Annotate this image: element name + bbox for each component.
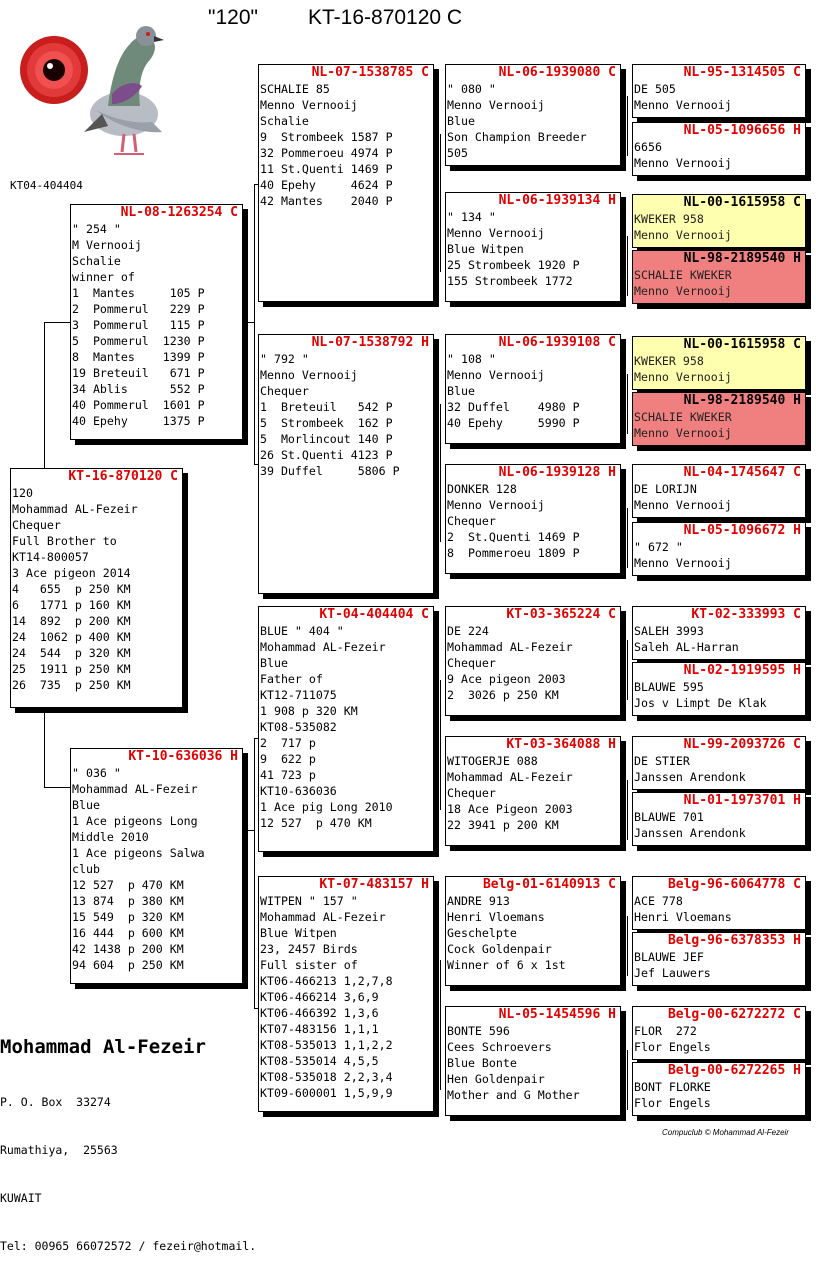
pedigree-lines bbox=[446, 81, 620, 161]
pedigree-line: KT08-535013 1,1,2,2 bbox=[260, 1038, 393, 1052]
pedigree-line: Mohammad AL-Fezeir bbox=[260, 910, 386, 924]
pedigree-line: 505 bbox=[447, 146, 468, 160]
pedigree-lines bbox=[446, 351, 620, 431]
ring-number: NL-01-1973701 H bbox=[683, 793, 801, 808]
pedigree-line: 1 908 p 320 KM bbox=[260, 704, 358, 718]
pedigree-line: Son Champion Breeder bbox=[447, 130, 587, 144]
pedigree-lines bbox=[633, 1079, 805, 1111]
pedigree-line: Chequer bbox=[447, 514, 496, 528]
ring-number: Belg-00-6272265 H bbox=[667, 1063, 801, 1078]
ring-number: NL-05-1096656 H bbox=[683, 123, 801, 138]
pedigree-line: " 080 " bbox=[447, 82, 496, 96]
pedigree-line: Menno Vernooij bbox=[634, 284, 732, 298]
ring-number: NL-99-2093726 C bbox=[683, 737, 801, 752]
pedigree-line: M Vernooij bbox=[72, 238, 142, 252]
ring-number: NL-05-1454596 H bbox=[498, 1007, 616, 1022]
pedigree-lines bbox=[71, 221, 242, 429]
pedigree-line: 9 Ace pigeon 2003 bbox=[447, 672, 566, 686]
pedigree-line: Menno Vernooij bbox=[634, 498, 732, 512]
pedigree-line: Full sister of bbox=[260, 958, 358, 972]
pedigree-line: 6 1771 p 160 KM bbox=[12, 598, 131, 612]
address-line: KUWAIT bbox=[0, 1191, 42, 1205]
pedigree-line: 34 Ablis 552 P bbox=[72, 382, 205, 396]
pedigree-line: Menno Vernooij bbox=[447, 368, 545, 382]
connector-line bbox=[243, 322, 255, 323]
ancestor-card bbox=[632, 122, 806, 176]
subject-pigeon-card bbox=[10, 468, 183, 708]
ancestor-card bbox=[632, 1062, 806, 1116]
pedigree-line: 39 Duffel 5806 P bbox=[260, 464, 400, 478]
pedigree-line: " 254 " bbox=[72, 222, 121, 236]
ring-number: NL-06-1939108 C bbox=[498, 335, 616, 350]
ancestor-card bbox=[632, 464, 806, 518]
pedigree-line: 13 874 p 380 KM bbox=[72, 894, 184, 908]
connector-line bbox=[627, 916, 628, 976]
ancestor-card bbox=[632, 606, 806, 660]
ring-number: NL-07-1538792 H bbox=[311, 335, 429, 350]
connector-line bbox=[44, 322, 71, 323]
pedigree-line: Blue bbox=[260, 656, 288, 670]
ancestor-card bbox=[632, 736, 806, 790]
pedigree-line: 11 St.Quenti 1469 P bbox=[260, 162, 393, 176]
pedigree-line: 8 Mantes 1399 P bbox=[72, 350, 205, 364]
pedigree-lines bbox=[633, 211, 805, 243]
pedigree-line: DE 224 bbox=[447, 624, 489, 638]
great-grandparent-card bbox=[445, 464, 621, 574]
ring-number: NL-98-2189540 H bbox=[683, 251, 801, 266]
sire-card bbox=[70, 204, 243, 440]
pedigree-line: 5 Strombeek 162 P bbox=[260, 416, 393, 430]
pedigree-line: 3 Ace pigeon 2014 bbox=[12, 566, 131, 580]
pedigree-line: Menno Vernooij bbox=[634, 426, 732, 440]
dam-sire-card bbox=[258, 606, 434, 852]
pedigree-line: 25 Strombeek 1920 P bbox=[447, 258, 580, 272]
pedigree-line: Chequer bbox=[447, 656, 496, 670]
pedigree-line: ACE 778 bbox=[634, 894, 683, 908]
pedigree-lines bbox=[446, 481, 620, 561]
pedigree-line: Full Brother to bbox=[12, 534, 117, 548]
pedigree-line: 42 1438 p 200 KM bbox=[72, 942, 184, 956]
pedigree-line: Menno Vernooij bbox=[447, 498, 545, 512]
great-grandparent-card bbox=[445, 736, 621, 846]
pedigree-line: WITPEN " 157 " bbox=[260, 894, 358, 908]
connector-line bbox=[627, 1050, 628, 1110]
pedigree-line: Blue bbox=[447, 114, 475, 128]
pedigree-line: Blue Witpen bbox=[260, 926, 337, 940]
pedigree-line: 2 St.Quenti 1469 P bbox=[447, 530, 580, 544]
pedigree-line: DE STIER bbox=[634, 754, 690, 768]
pedigree-line: 40 Pommerul 1601 P bbox=[72, 398, 205, 412]
pedigree-line: Janssen Arendonk bbox=[634, 826, 746, 840]
pedigree-lines bbox=[446, 893, 620, 973]
ancestor-card-highlighted bbox=[632, 392, 806, 446]
pedigree-line: SCHALIE KWEKER bbox=[634, 410, 732, 424]
ring-number: NL-05-1096672 H bbox=[683, 523, 801, 538]
pedigree-line: 2 3026 p 250 KM bbox=[447, 688, 559, 702]
pedigree-line: Henri Vloemans bbox=[634, 910, 732, 924]
pigeon-icon bbox=[84, 26, 164, 154]
connector-line bbox=[254, 184, 255, 464]
pedigree-line: " 792 " bbox=[260, 352, 309, 366]
pedigree-lines bbox=[633, 949, 805, 981]
connector-line bbox=[440, 680, 441, 810]
pedigree-line: Cock Goldenpair bbox=[447, 942, 552, 956]
pedigree-lines bbox=[446, 1023, 620, 1103]
pedigree-title-ring: KT-16-870120 C bbox=[308, 6, 463, 29]
ring-number: KT-03-365224 C bbox=[506, 607, 616, 622]
connector-line bbox=[44, 748, 45, 788]
pedigree-line: " 134 " bbox=[447, 210, 496, 224]
pedigree-lines bbox=[259, 623, 433, 831]
pedigree-line: 41 723 p bbox=[260, 768, 316, 782]
pedigree-line: 19 Breteuil 671 P bbox=[72, 366, 205, 380]
pedigree-line: Winner of 6 x 1st bbox=[447, 958, 566, 972]
connector-line bbox=[627, 780, 628, 840]
ring-number: Belg-96-6378353 H bbox=[667, 933, 801, 948]
pedigree-line: Menno Vernooij bbox=[634, 370, 732, 384]
ancestor-card bbox=[632, 1006, 806, 1060]
connector-line bbox=[627, 508, 628, 568]
ancestor-card-highlighted bbox=[632, 194, 806, 248]
pedigree-line: Menno Vernooij bbox=[634, 228, 732, 242]
pedigree-line: 15 549 p 320 KM bbox=[72, 910, 184, 924]
pedigree-lines bbox=[259, 351, 433, 479]
pedigree-line: Mother and G Mother bbox=[447, 1088, 580, 1102]
pedigree-lines bbox=[633, 481, 805, 513]
pedigree-lines bbox=[259, 893, 433, 1101]
pedigree-lines bbox=[259, 81, 433, 209]
pedigree-line: club bbox=[72, 862, 100, 876]
pedigree-line: 14 892 p 200 KM bbox=[12, 614, 131, 628]
pedigree-line: 32 Duffel 4980 P bbox=[447, 400, 580, 414]
pedigree-line: Menno Vernooij bbox=[634, 556, 732, 570]
pedigree-line: KT12-711075 bbox=[260, 688, 337, 702]
logo-caption: KT04-404404 bbox=[10, 179, 83, 192]
great-grandparent-card bbox=[445, 192, 621, 302]
connector-line bbox=[440, 134, 441, 272]
connector-line bbox=[627, 236, 628, 296]
pedigree-line: Menno Vernooij bbox=[260, 368, 358, 382]
pedigree-line: Mohammad AL-Fezeir bbox=[447, 640, 573, 654]
ring-number: NL-04-1745647 C bbox=[683, 465, 801, 480]
pedigree-lines bbox=[446, 209, 620, 289]
credit-text: Compuclub © Mohammad Al-Fezeir bbox=[662, 1128, 789, 1137]
pedigree-line: KT07-483156 1,1,1 bbox=[260, 1022, 379, 1036]
connector-line bbox=[44, 322, 45, 468]
pedigree-line: 6656 bbox=[634, 140, 662, 154]
pedigree-line: DE 505 bbox=[634, 82, 676, 96]
pedigree-line: Schalie bbox=[260, 114, 309, 128]
pedigree-line: Jos v Limpt De Klak bbox=[634, 696, 767, 710]
pedigree-line: 120 bbox=[12, 486, 33, 500]
ring-number: KT-07-483157 H bbox=[319, 877, 429, 892]
great-grandparent-card bbox=[445, 606, 621, 716]
pedigree-line: 8 Pommeroeu 1809 P bbox=[447, 546, 580, 560]
ring-number: NL-06-1939080 C bbox=[498, 65, 616, 80]
pedigree-line: 2 717 p bbox=[260, 736, 316, 750]
pedigree-line: 18 Ace Pigeon 2003 bbox=[447, 802, 573, 816]
pedigree-lines bbox=[633, 267, 805, 299]
pedigree-line: 9 622 p bbox=[260, 752, 316, 766]
pedigree-line: 32 Pommeroeu 4974 P bbox=[260, 146, 393, 160]
ancestor-card-highlighted bbox=[632, 336, 806, 390]
pedigree-line: WITOGERJE 088 bbox=[447, 754, 538, 768]
pedigree-lines bbox=[633, 753, 805, 785]
pedigree-line: SCHALIE 85 bbox=[260, 82, 330, 96]
ring-number: Belg-96-6064778 C bbox=[667, 877, 801, 892]
pedigree-line: BLUE " 404 " bbox=[260, 624, 344, 638]
pedigree-line: 40 Epehy 4624 P bbox=[260, 178, 393, 192]
pedigree-line: SCHALIE KWEKER bbox=[634, 268, 732, 282]
ring-number: KT-04-404404 C bbox=[319, 607, 429, 622]
address-line: Tel: 00965 66072572 / fezeir@hotmail. bbox=[0, 1239, 257, 1253]
pedigree-line: 1 Ace pigeons Salwa bbox=[72, 846, 205, 860]
ring-number: NL-02-1919595 H bbox=[683, 663, 801, 678]
ring-number: Belg-01-6140913 C bbox=[482, 877, 616, 892]
pedigree-line: 23, 2457 Birds bbox=[260, 942, 358, 956]
ring-number: KT-10-636036 H bbox=[128, 749, 238, 764]
pedigree-line: KT14-800057 bbox=[12, 550, 89, 564]
ancestor-card-highlighted bbox=[632, 250, 806, 304]
connector-line bbox=[627, 96, 628, 156]
ring-number: NL-95-1314505 C bbox=[683, 65, 801, 80]
pedigree-line: 25 1911 p 250 KM bbox=[12, 662, 131, 676]
pedigree-line: Saleh AL-Harran bbox=[634, 640, 739, 654]
pedigree-line: Mohammad AL-Fezeir bbox=[72, 782, 198, 796]
pedigree-lines bbox=[633, 139, 805, 171]
ring-number: NL-00-1615958 C bbox=[683, 195, 801, 210]
address-line: Rumathiya, 25563 bbox=[0, 1143, 118, 1157]
pedigree-line: " 108 " bbox=[447, 352, 496, 366]
pedigree-line: KT06-466214 3,6,9 bbox=[260, 990, 379, 1004]
pedigree-lines bbox=[633, 353, 805, 385]
ring-number: KT-16-870120 C bbox=[68, 469, 178, 484]
pedigree-line: 9 Strombeek 1587 P bbox=[260, 130, 393, 144]
pedigree-line: Father of bbox=[260, 672, 323, 686]
pedigree-line: 24 1062 p 400 KM bbox=[12, 630, 131, 644]
connector-line bbox=[254, 738, 255, 1008]
great-grandparent-card bbox=[445, 1006, 621, 1116]
sire-dam-card bbox=[258, 334, 434, 594]
ring-number: NL-06-1939128 H bbox=[498, 465, 616, 480]
pedigree-line: " 672 " bbox=[634, 540, 683, 554]
pedigree-line: 1 Ace pig Long 2010 bbox=[260, 800, 393, 814]
pedigree-line: Flor Engels bbox=[634, 1040, 711, 1054]
pedigree-lines bbox=[633, 409, 805, 441]
connector-line bbox=[440, 404, 441, 542]
pedigree-line: Middle 2010 bbox=[72, 830, 149, 844]
pedigree-line: 5 Morlincout 140 P bbox=[260, 432, 393, 446]
pedigree-line: 12 527 p 470 KM bbox=[72, 878, 184, 892]
pedigree-line: Hen Goldenpair bbox=[447, 1072, 545, 1086]
pedigree-lines bbox=[633, 81, 805, 113]
pedigree-line: Geschelpte bbox=[447, 926, 517, 940]
pedigree-line: Mohammad AL-Fezeir bbox=[12, 502, 138, 516]
pedigree-line: KT08-535018 2,2,3,4 bbox=[260, 1070, 393, 1084]
pedigree-line: Schalie bbox=[72, 254, 121, 268]
dam-card bbox=[70, 748, 243, 984]
pedigree-line: DE LORIJN bbox=[634, 482, 697, 496]
pigeon-logo bbox=[12, 14, 172, 164]
pedigree-line: KWEKER 958 bbox=[634, 212, 704, 226]
pedigree-title-name: "120" bbox=[208, 6, 258, 29]
pedigree-line: DONKER 128 bbox=[447, 482, 517, 496]
pedigree-lines bbox=[633, 679, 805, 711]
ring-number: NL-06-1939134 H bbox=[498, 193, 616, 208]
connector-line bbox=[440, 960, 441, 1090]
pedigree-line: 22 3941 p 200 KM bbox=[447, 818, 559, 832]
pedigree-line: Flor Engels bbox=[634, 1096, 711, 1110]
ancestor-card bbox=[632, 662, 806, 716]
pedigree-lines bbox=[633, 1023, 805, 1055]
pedigree-line: 94 604 p 250 KM bbox=[72, 958, 184, 972]
connector-line bbox=[44, 787, 71, 788]
ring-number: NL-08-1263254 C bbox=[120, 205, 238, 220]
pedigree-line: FLOR 272 bbox=[634, 1024, 697, 1038]
ring-number: KT-03-364088 H bbox=[506, 737, 616, 752]
pedigree-line: Menno Vernooij bbox=[447, 226, 545, 240]
connector-line bbox=[44, 708, 45, 748]
pedigree-line: 1 Ace pigeons Long bbox=[72, 814, 198, 828]
pedigree-lines bbox=[633, 809, 805, 841]
pedigree-lines bbox=[71, 765, 242, 973]
pedigree-line: Menno Vernooij bbox=[634, 98, 732, 112]
connector-line bbox=[627, 640, 628, 700]
pedigree-lines bbox=[11, 485, 182, 693]
pedigree-line: Chequer bbox=[12, 518, 61, 532]
pedigree-line: Menno Vernooij bbox=[447, 98, 545, 112]
ring-number: NL-07-1538785 C bbox=[311, 65, 429, 80]
pedigree-lines bbox=[633, 539, 805, 571]
ancestor-card bbox=[632, 792, 806, 846]
pedigree-lines bbox=[446, 623, 620, 703]
pedigree-line: 5 Pommerul 1230 P bbox=[72, 334, 205, 348]
pedigree-line: Blue bbox=[72, 798, 100, 812]
pedigree-line: 26 735 p 250 KM bbox=[12, 678, 131, 692]
pedigree-line: BLAUWE 701 bbox=[634, 810, 704, 824]
pedigree-lines bbox=[446, 753, 620, 833]
ring-number: Belg-00-6272272 C bbox=[667, 1007, 801, 1022]
pedigree-line: Blue Bonte bbox=[447, 1056, 517, 1070]
pedigree-line: 1 Mantes 105 P bbox=[72, 286, 205, 300]
pedigree-line: KT08-535014 4,5,5 bbox=[260, 1054, 379, 1068]
pedigree-line: " 036 " bbox=[72, 766, 121, 780]
owner-name: Mohammad Al-Fezeir bbox=[0, 1036, 206, 1058]
pedigree-line: BONT FLORKE bbox=[634, 1080, 711, 1094]
pedigree-line: 42 Mantes 2040 P bbox=[260, 194, 393, 208]
address-line: P. O. Box 33274 bbox=[0, 1095, 111, 1109]
great-grandparent-card bbox=[445, 876, 621, 986]
ring-number: NL-00-1615958 C bbox=[683, 337, 801, 352]
pedigree-line: KT06-466213 1,2,7,8 bbox=[260, 974, 393, 988]
pedigree-line: 24 544 p 320 KM bbox=[12, 646, 131, 660]
pedigree-line: BLAUWE JEF bbox=[634, 950, 704, 964]
pedigree-line: ANDRE 913 bbox=[447, 894, 510, 908]
pedigree-line: 26 St.Quenti 4123 P bbox=[260, 448, 393, 462]
ancestor-card bbox=[632, 932, 806, 986]
pedigree-line: KT10-636036 bbox=[260, 784, 337, 798]
great-grandparent-card bbox=[445, 334, 621, 444]
ancestor-card bbox=[632, 64, 806, 118]
dam-dam-card bbox=[258, 876, 434, 1112]
pedigree-line: Blue bbox=[447, 384, 475, 398]
pedigree-line: winner of bbox=[72, 270, 135, 284]
pedigree-line: Chequer bbox=[260, 384, 309, 398]
pedigree-line: 2 Pommerul 229 P bbox=[72, 302, 205, 316]
connector-line bbox=[243, 830, 255, 831]
ring-number: KT-02-333993 C bbox=[691, 607, 801, 622]
pedigree-line: 12 527 p 470 KM bbox=[260, 816, 372, 830]
pedigree-line: Blue Witpen bbox=[447, 242, 524, 256]
owner-address bbox=[0, 1062, 256, 1270]
pedigree-line: Chequer bbox=[447, 786, 496, 800]
pedigree-lines bbox=[633, 893, 805, 925]
pedigree-line: Janssen Arendonk bbox=[634, 770, 746, 784]
pedigree-line: BONTE 596 bbox=[447, 1024, 510, 1038]
ancestor-card bbox=[632, 876, 806, 930]
pedigree-line: Jef Lauwers bbox=[634, 966, 711, 980]
pedigree-line: KWEKER 958 bbox=[634, 354, 704, 368]
pedigree-line: Mohammad AL-Fezeir bbox=[260, 640, 386, 654]
pedigree-line: KT06-466392 1,3,6 bbox=[260, 1006, 379, 1020]
pedigree-line: 155 Strombeek 1772 bbox=[447, 274, 573, 288]
pedigree-line: 40 Epehy 5990 P bbox=[447, 416, 580, 430]
ring-number: NL-98-2189540 H bbox=[683, 393, 801, 408]
ancestor-card bbox=[632, 522, 806, 576]
great-grandparent-card bbox=[445, 64, 621, 166]
pedigree-line: 3 Pommerul 115 P bbox=[72, 318, 205, 332]
pedigree-line: 16 444 p 600 KM bbox=[72, 926, 184, 940]
eye-icon bbox=[20, 36, 88, 104]
pedigree-line: Menno Vernooij bbox=[260, 98, 358, 112]
pedigree-line: BLAUWE 595 bbox=[634, 680, 704, 694]
pedigree-line: Cees Schroevers bbox=[447, 1040, 552, 1054]
pedigree-line: KT08-535082 bbox=[260, 720, 337, 734]
pedigree-line: SALEH 3993 bbox=[634, 624, 704, 638]
pedigree-line: Mohammad AL-Fezeir bbox=[447, 770, 573, 784]
pedigree-line: Henri Vloemans bbox=[447, 910, 545, 924]
pedigree-lines bbox=[633, 623, 805, 655]
sire-sire-card bbox=[258, 64, 434, 302]
pedigree-line: Menno Vernooij bbox=[634, 156, 732, 170]
connector-line bbox=[627, 374, 628, 434]
pedigree-line: 40 Epehy 1375 P bbox=[72, 414, 205, 428]
pedigree-line: KT09-600001 1,5,9,9 bbox=[260, 1086, 393, 1100]
pedigree-line: 1 Breteuil 542 P bbox=[260, 400, 393, 414]
pedigree-line: 4 655 p 250 KM bbox=[12, 582, 131, 596]
